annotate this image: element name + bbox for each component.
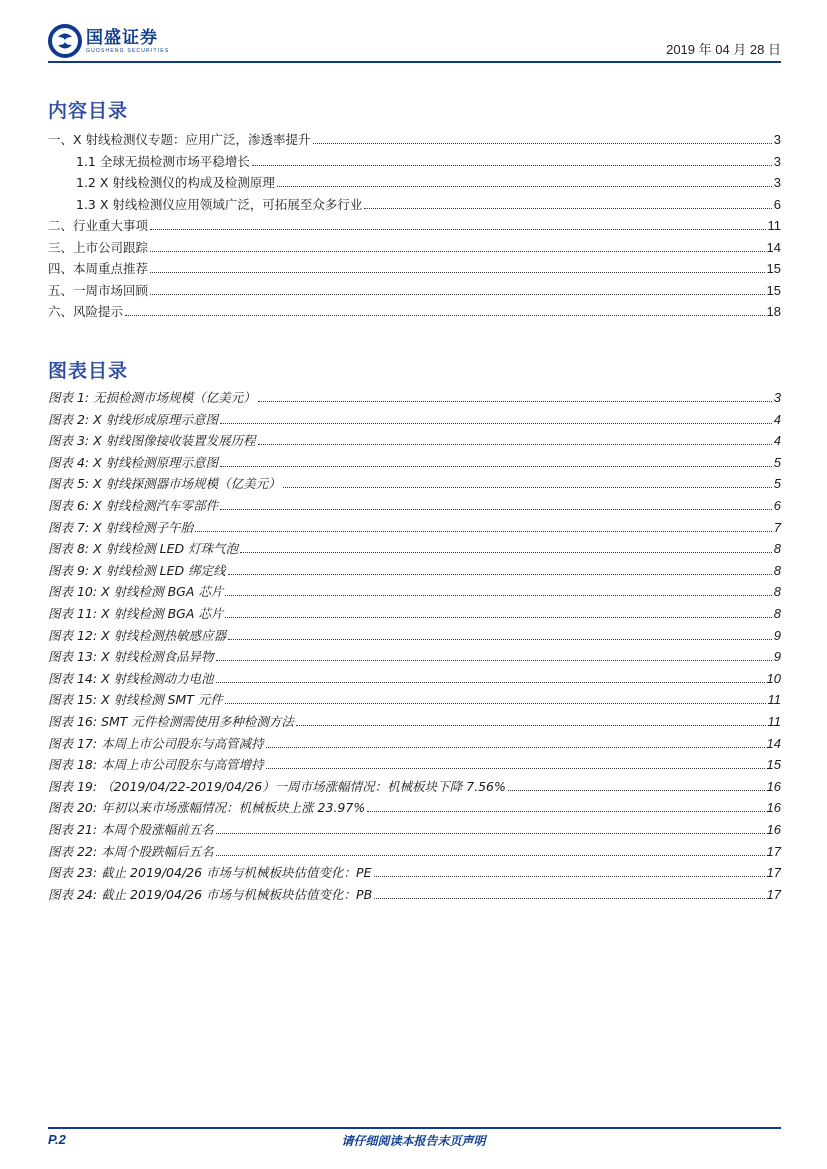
figure-entry-page: 16: [766, 800, 781, 816]
dot-leader: [125, 314, 765, 316]
dot-leader: [374, 897, 764, 899]
figure-entry-page: 8: [773, 606, 781, 621]
contents-entry-label: 1.1 全球无损检测市场平稳增长: [76, 153, 250, 169]
figure-entry-label: 图表 22: 本周个股跌幅后五名: [48, 843, 214, 859]
dot-leader: [258, 443, 772, 445]
logo-subname: GUOSHENG SECURITIES: [86, 47, 170, 54]
contents-entry-page: 6: [773, 196, 781, 212]
contents-entry-label: 1.2 X 射线检测仪的构成及检测原理: [76, 175, 275, 190]
dot-leader: [228, 573, 772, 575]
figures-title: 图表目录: [48, 360, 129, 382]
figure-entry-label: 图表 10: X 射线检测 BGA 芯片: [48, 584, 224, 600]
figure-entry-label: 图表 24: 截止 2019/04/26 市场与机械板块估值变化：PB: [48, 886, 373, 902]
figure-entry-page: 11: [767, 692, 781, 708]
contents-entry-label: 四、本周重点推荐: [48, 261, 149, 276]
figure-entry[interactable]: [48, 840, 781, 860]
figure-entry[interactable]: [48, 451, 781, 471]
dot-leader: [228, 638, 772, 640]
figure-entry[interactable]: [48, 537, 781, 557]
figure-entry-label: 图表 23: 截止 2019/04/26 市场与机械板块估值变化：PE: [48, 865, 372, 881]
figure-entry-page: 6: [773, 498, 781, 513]
figure-entry-page: 8: [773, 541, 781, 557]
dot-leader: [220, 465, 772, 467]
figure-entry-label: 图表 16: SMT 元件检测需使用多种检测方法: [48, 714, 294, 729]
figure-entry-label: 图表 20: 年初以来市场涨幅情况：机械板块上涨 23.97%: [48, 800, 366, 816]
figure-entry-page: 17: [766, 865, 781, 881]
figure-entry-label: 图表 5: X 射线探测器市场规模（亿美元）: [48, 476, 281, 492]
figure-entry-label: 图表 14: X 射线检测动力电池: [48, 670, 214, 686]
figure-entry[interactable]: [48, 580, 781, 600]
dot-leader: [240, 551, 772, 553]
figure-entry-label: 图表 17: 本周上市公司股东与高管减持: [48, 735, 264, 751]
figure-entry[interactable]: [48, 516, 781, 536]
figure-entry[interactable]: [48, 861, 781, 881]
dot-leader: [150, 293, 765, 295]
figure-entry[interactable]: [48, 775, 781, 795]
dot-leader: [150, 250, 765, 252]
page-number: P.2: [48, 1132, 66, 1147]
contents-entry-label: 三、上市公司跟踪: [48, 239, 149, 255]
contents-entry[interactable]: [48, 128, 781, 148]
disclaimer: 请仔细阅读本报告末页声明: [341, 1134, 486, 1148]
figure-entry-label: 图表 9: X 射线检测 LED 绑定线: [48, 562, 226, 578]
contents-entry-label: 五、一周市场回顾: [48, 282, 149, 298]
figure-entry-page: 11: [767, 714, 781, 729]
figure-entry[interactable]: [48, 796, 781, 816]
contents-entry[interactable]: [48, 279, 781, 299]
figure-entry[interactable]: [48, 559, 781, 579]
figure-entry[interactable]: [48, 818, 781, 838]
figure-entry[interactable]: [48, 883, 781, 903]
dot-leader: [216, 681, 765, 683]
figure-entry[interactable]: [48, 602, 781, 622]
header-divider: [48, 61, 781, 63]
figure-entry-page: 10: [766, 670, 781, 686]
figure-entry-label: 图表 1: 无损检测市场规模（亿美元）: [48, 390, 256, 405]
contents-entry-page: 14: [766, 239, 781, 255]
figure-entry-page: 4: [773, 411, 781, 427]
figure-entry-page: 14: [766, 735, 781, 751]
figure-entry[interactable]: [48, 624, 781, 644]
figure-entry[interactable]: [48, 688, 781, 708]
figure-entry[interactable]: [48, 645, 781, 665]
figure-entry-page: 15: [766, 757, 781, 773]
contents-entry-page: 15: [766, 261, 781, 276]
figure-entry[interactable]: [48, 429, 781, 449]
dot-leader: [216, 832, 765, 834]
figure-entry-label: 图表 8: X 射线检测 LED 灯珠气泡: [48, 541, 239, 557]
figure-entry-label: 图表 6: X 射线检测汽车零部件: [48, 498, 219, 513]
figure-entry[interactable]: [48, 710, 781, 730]
figure-entry-label: 图表 21: 本周个股涨幅前五名: [48, 822, 214, 837]
figure-entry[interactable]: [48, 408, 781, 428]
dot-leader: [216, 659, 772, 661]
contents-entry[interactable]: [48, 257, 781, 277]
figure-entry-label: 图表 11: X 射线检测 BGA 芯片: [48, 606, 224, 621]
figure-entry-label: 图表 12: X 射线检测热敏感应器: [48, 627, 227, 643]
figure-entry[interactable]: [48, 494, 781, 514]
dot-leader: [374, 875, 765, 877]
page-header: [48, 22, 781, 62]
footer-divider: [48, 1127, 781, 1129]
figure-entry[interactable]: [48, 472, 781, 492]
dot-leader: [225, 594, 771, 596]
dot-leader: [150, 271, 765, 273]
figure-entry-page: 9: [773, 627, 781, 643]
dot-leader: [508, 789, 765, 791]
guosheng-logo-icon: [48, 24, 82, 58]
figure-entry-page: 17: [766, 886, 781, 902]
company-logo: [48, 24, 169, 58]
dot-leader: [313, 142, 772, 144]
figure-entry-label: 图表 2: X 射线形成原理示意图: [48, 411, 219, 427]
logo-name: 国盛证券: [86, 27, 158, 48]
contents-entry[interactable]: [48, 193, 781, 213]
dot-leader: [225, 702, 766, 704]
dot-leader: [367, 810, 764, 812]
figure-entry-page: 8: [773, 584, 781, 600]
figure-entry-label: 图表 13: X 射线检测食品异物: [48, 649, 214, 665]
dot-leader: [296, 724, 766, 726]
figure-entry-label: 图表 19: （2019/04/22-2019/04/26）一周市场涨幅情况：机械板块下降 7.56%: [48, 778, 506, 794]
figure-entry[interactable]: [48, 732, 781, 752]
contents-entry[interactable]: [48, 150, 781, 170]
contents-entry-label: 一、X 射线检测仪专题：应用广泛，渗透率提升: [48, 132, 311, 147]
dot-leader: [283, 486, 772, 488]
contents-entry-page: 11: [767, 218, 781, 233]
contents-entry-page: 3: [773, 132, 781, 147]
dot-leader: [150, 228, 765, 230]
figure-entry-label: 图表 15: X 射线检测 SMT 元件: [48, 692, 223, 708]
contents-entry-page: 3: [773, 175, 781, 190]
figure-entry-page: 4: [773, 433, 781, 449]
figure-entry-label: 图表 18: 本周上市公司股东与高管增持: [48, 757, 264, 773]
figure-entry-page: 9: [773, 649, 781, 665]
dot-leader: [277, 185, 772, 187]
contents-entry[interactable]: [48, 171, 781, 191]
contents-entry-page: 18: [766, 304, 781, 319]
contents-entry[interactable]: [48, 214, 781, 234]
dot-leader: [220, 508, 772, 510]
contents-entry-page: 15: [766, 282, 781, 298]
figure-entry-page: 5: [773, 476, 781, 492]
contents-entry-label: 1.3 X 射线检测仪应用领域广泛，可拓展至众多行业: [76, 196, 363, 212]
figure-entry[interactable]: [48, 753, 781, 773]
contents-entry-label: 二、行业重大事项: [48, 218, 149, 233]
figure-entry[interactable]: [48, 667, 781, 687]
contents-entry[interactable]: [48, 300, 781, 320]
dot-leader: [364, 207, 771, 209]
figure-entry-page: 5: [773, 454, 781, 470]
figure-entry-page: 7: [773, 519, 781, 535]
dot-leader: [266, 746, 765, 748]
dot-leader: [220, 422, 772, 424]
contents-entry-page: 3: [773, 153, 781, 169]
dot-leader: [258, 400, 772, 402]
dot-leader: [216, 854, 765, 856]
figure-entry-page: 16: [766, 778, 781, 794]
figure-entry-label: 图表 4: X 射线检测原理示意图: [48, 454, 219, 470]
figure-entry-page: 3: [773, 390, 781, 405]
dot-leader: [195, 530, 772, 532]
contents-title: 内容目录: [48, 100, 129, 122]
figure-entry-page: 16: [766, 822, 781, 837]
dot-leader: [252, 164, 772, 166]
contents-entry-label: 六、风险提示: [48, 304, 124, 319]
figure-entry-page: 17: [766, 843, 781, 859]
figure-entry-label: 图表 3: X 射线图像接收装置发展历程: [48, 433, 256, 449]
report-date: 2019 年 04 月 28 日: [666, 42, 781, 57]
figure-entry-label: 图表 7: X 射线检测子午胎: [48, 519, 194, 535]
dot-leader: [225, 616, 771, 618]
figure-entry-page: 8: [773, 562, 781, 578]
dot-leader: [266, 767, 765, 769]
contents-entry[interactable]: [48, 236, 781, 256]
figure-entry[interactable]: [48, 386, 781, 406]
